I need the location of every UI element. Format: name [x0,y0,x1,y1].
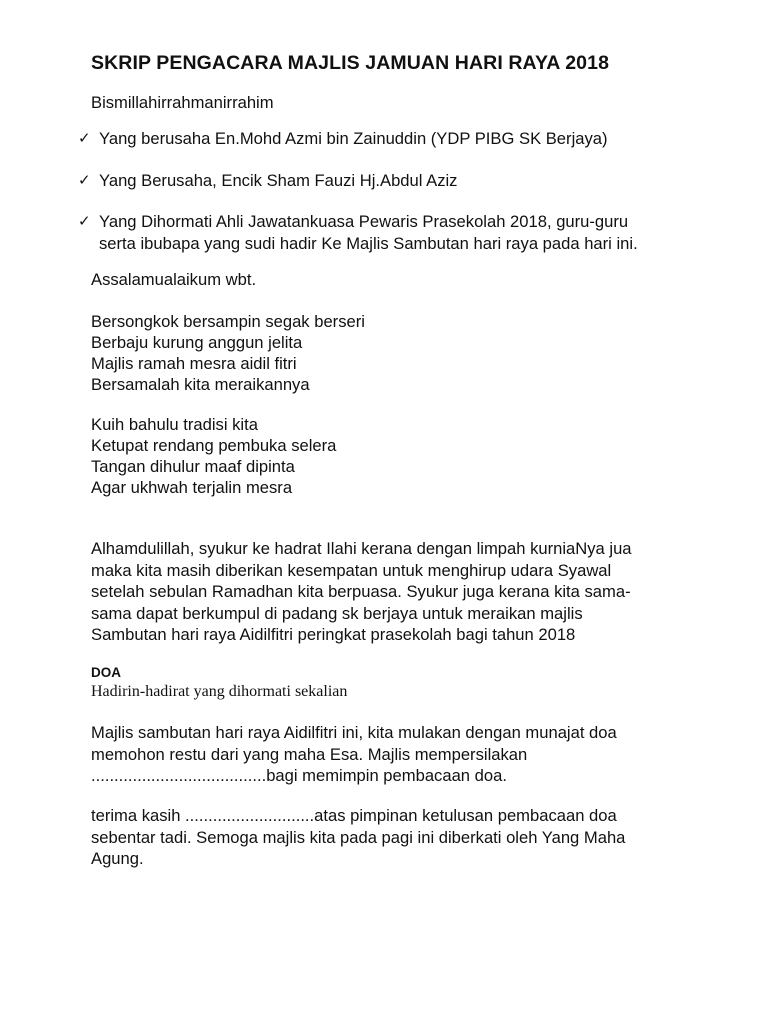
pantun-stanza [91,414,336,498]
paragraph-line: sama dapat berkumpul di padang sk berjaya untuk meraikan majlis [91,603,583,623]
paragraph-line: ......................................bagi memimpin pembacaan doa. [91,766,507,785]
list-item-text: Yang berusaha En.Mohd Azmi bin Zainuddin (YDP PIBG SK Berjaya) [99,129,608,148]
stanza-line: Ketupat rendang pembuka selera [91,436,337,455]
stanza-line: Majlis ramah mesra aidil fitri [91,354,297,373]
paragraph-line: Majlis sambutan hari raya Aidilfitri ini, kita mulakan dengan munajat doa [91,723,617,742]
address-line: Hadirin-hadirat yang dihormati sekalian [91,683,348,700]
check-mark-icon: ✓ [78,130,91,147]
list-item-text: Yang Berusaha, Encik Sham Fauzi Hj.Abdul Aziz [99,171,458,190]
list-item-text: Yang Dihormati Ahli Jawatankuasa Pewaris Prasekolah 2018, guru-guru [99,212,629,231]
paragraph-line: memohon restu dari yang maha Esa. Majlis mempersilakan [91,744,528,764]
section-heading: DOA [91,665,121,680]
stanza-line: Agar ukhwah terjalin mesra [91,478,293,497]
stanza-line: Tangan dihulur maaf dipinta [91,457,295,476]
pantun-stanza [91,311,365,395]
paragraph [91,722,617,787]
greeting: Assalamualaikum wbt. [91,270,257,289]
list-item-text: serta ibubapa yang sudi hadir Ke Majlis Sambutan hari raya pada hari ini. [99,234,638,253]
page-title: SKRIP PENGACARA MAJLIS JAMUAN HARI RAYA 2018 [91,52,610,74]
paragraph [91,805,625,870]
paragraph-line: Sambutan hari raya Aidilfitri peringkat prasekolah bagi tahun 2018 [91,625,576,644]
paragraph-line: terima kasih ............................atas pimpinan ketulusan pembacaan doa [91,806,617,825]
paragraph-line: Agung. [91,849,144,868]
paragraph-line: sebentar tadi. Semoga majlis kita pada pagi ini diberkati oleh Yang Maha [91,827,626,847]
stanza-line: Berbaju kurung anggun jelita [91,333,303,352]
paragraph [91,538,632,646]
check-mark-icon: ✓ [78,172,91,189]
paragraph-line: maka kita masih diberikan kesempatan untuk menghirup udara Syawal [91,560,612,580]
stanza-line: Bersongkok bersampin segak berseri [91,312,365,331]
paragraph-line: setelah sebulan Ramadhan kita berpuasa. Syukur juga kerana kita sama- [91,582,631,601]
check-mark-icon: ✓ [78,213,91,230]
paragraph-line: Alhamdulillah, syukur ke hadrat Ilahi kerana dengan limpah kurniaNya jua [91,539,632,558]
stanza-line: Bersamalah kita meraikannya [91,375,310,394]
opening-line: Bismillahirrahmanirrahim [91,93,274,112]
stanza-line: Kuih bahulu tradisi kita [91,415,258,434]
